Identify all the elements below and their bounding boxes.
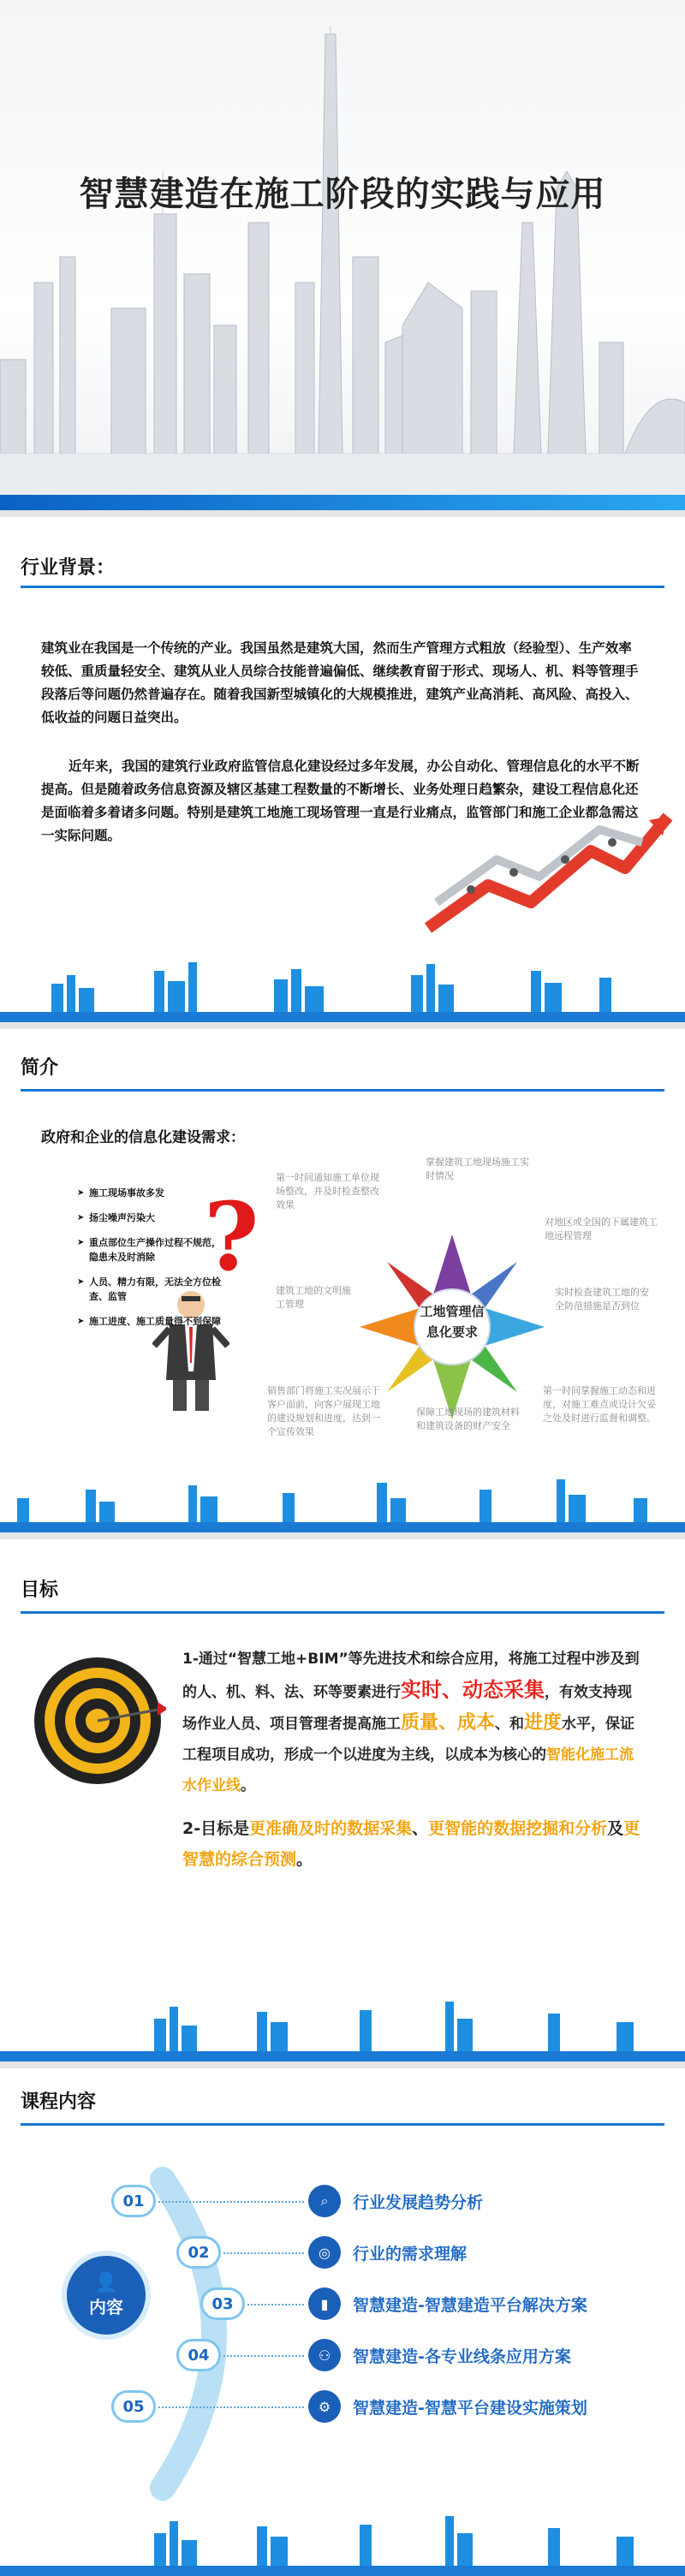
city-skyline-illustration <box>0 0 685 510</box>
list-item: ➤ 人员、精力有限，无法全方位检查、监管 <box>77 1275 223 1304</box>
section-underline <box>21 586 664 588</box>
course-item[interactable] <box>308 2235 467 2270</box>
cover-title: 智慧建造在施工阶段的实践与应用 <box>79 175 606 214</box>
course-item[interactable] <box>308 2389 587 2424</box>
slide-divider <box>0 2061 685 2068</box>
course-item-label: 智慧建造-智慧平台建设实施策划 <box>353 2398 587 2418</box>
needs-list <box>77 1186 223 1339</box>
section-heading: 简介 <box>21 1057 59 1079</box>
goal-paragraph-2: 2-目标是更准确及时的数据采集、更智能的数据挖掘和分析及更智慧的综合预测。 <box>182 1819 640 1869</box>
course-item-label: 智慧建造-智慧建造平台解决方案 <box>353 2295 587 2315</box>
highlight-text: 智能化施工流水作业线 <box>182 1746 634 1794</box>
section-heading: 课程内容 <box>21 2091 97 2113</box>
center-requirement-label: 工地管理信息化要求 <box>420 1304 485 1340</box>
step-number: 05 <box>111 2390 156 2423</box>
target-icon: ◎ <box>308 2236 341 2269</box>
course-item-label: 行业发展趋势分析 <box>353 2192 484 2212</box>
section-heading: 行业背景： <box>21 557 116 579</box>
course-item-label: 智慧建造-各专业线条应用方案 <box>353 2347 571 2366</box>
step-number: 02 <box>176 2236 221 2269</box>
connector-line <box>223 2252 304 2254</box>
highlight-text: 更智能的数据挖掘和分析 <box>428 1819 608 1838</box>
list-item: ➤ 扬尘噪声污染大 <box>77 1211 223 1225</box>
bar-chart-icon: ▮ <box>308 2287 341 2320</box>
cover-slide <box>0 0 685 510</box>
petal-label: 对地区或全国的下属建筑工地远程管理 <box>545 1217 658 1241</box>
background-paragraph-2: 近年来，我国的建筑行业政府监管信息化建设经过多年发展，办公自动化、管理信息化的水平不断提高。但是随着政务信息资源及辖区基建工程数量的不断增长、业务处理日趋繁杂，建设工程信息化还是面临着多着诸多问题。特别是建筑工地施工现场管理一直是行业痛点，监管部门和施工企业都急需这一实际问题。 <box>41 759 640 843</box>
step-number: 03 <box>200 2287 245 2320</box>
background-paragraph-1: 建筑业在我国是一个传统的产业。我国虽然是建筑大国，然而生产管理方式粗放（经验型）、生产效率较低、重质量轻安全、建筑从业人员综合技能普遍偏低、继续教育留于形式、现场人、机、料等管理手段落后等问题仍然普遍存在。随着我国新型城镇化的大规模推进，建筑产业高消耗、高风险、高投入、低收益的问题日益突出。 <box>41 640 639 725</box>
highlight-text: 更准确及时的数据采集 <box>249 1819 413 1838</box>
question-mark-icon: ? <box>204 1181 259 1292</box>
petal-label: 建筑工地的文明施工管理 <box>276 1285 351 1310</box>
goal-slide <box>0 1539 685 2061</box>
growth-arrow-illustration <box>420 808 676 937</box>
section-underline <box>21 2123 664 2126</box>
section-underline <box>21 1611 664 1614</box>
petal-label: 销售部门将施工实况展示于客户面前，向客户展现工地的建设规划和进度，达到一个宣传效果 <box>267 1385 380 1437</box>
search-icon: ⌕ <box>308 2185 341 2217</box>
dartboard-target-icon <box>29 1652 166 1789</box>
connector-line <box>158 2201 304 2203</box>
section-underline <box>21 1089 664 1092</box>
cover-bottom-bar <box>0 495 685 510</box>
highlight-text: 进度 <box>524 1712 563 1734</box>
course-item[interactable] <box>308 2184 483 2218</box>
list-item: ➤ 重点部位生产操作过程不规范，隐患未及时消除 <box>77 1235 223 1264</box>
slide-divider <box>0 510 685 517</box>
connector-line <box>223 2355 304 2357</box>
list-item: ➤ 施工进度、施工质量得不到保障 <box>77 1314 223 1329</box>
blue-skyline-footer <box>0 2499 685 2576</box>
connector-line <box>247 2304 304 2305</box>
highlight-text: 质量、成本 <box>401 1712 496 1734</box>
course-item[interactable] <box>308 2338 571 2372</box>
course-item-label: 行业的需求理解 <box>353 2244 468 2264</box>
person-icon: 👤 <box>94 2272 118 2293</box>
goal-paragraph-1: 1-通过“智慧工地+BIM”等先进技术和综合应用，将施工过程中涉及到的人、机、料、法、环等要素进行实时、动态采集，有效支持现场作业人员、项目管理者提高施工质量、成本、和进度水平，保证工程项目成功，形成一个以进度为主线，以成本为核心的智能化施工流水作业线。 <box>182 1651 640 1794</box>
intro-slide <box>0 1029 685 1532</box>
section-heading: 目标 <box>21 1580 59 1601</box>
highlight-text: 实时、动态采集 <box>401 1678 545 1702</box>
petal-label: 第一时间掌握施工动态和进度，对施工难点或设计欠妥之处及时进行监督和调整。 <box>543 1385 656 1424</box>
step-number: 01 <box>111 2185 156 2217</box>
blue-skyline-footer <box>0 945 685 1022</box>
course-item[interactable] <box>308 2287 587 2321</box>
gear-icon: ⚙ <box>308 2390 341 2423</box>
connector-line <box>158 2406 304 2408</box>
highlight-text: 更智慧的综合预测 <box>182 1819 640 1869</box>
intro-subheading: 政府和企业的信息化建设需求： <box>41 1129 245 1146</box>
slide-divider <box>0 1532 685 1539</box>
blue-skyline-footer <box>0 1984 685 2061</box>
team-icon: ⚇ <box>308 2339 341 2371</box>
list-item: ➤ 施工现场事故多发 <box>77 1186 223 1200</box>
petal-label: 实时检查建筑工地的安全防范措施是否到位 <box>555 1287 649 1312</box>
course-center-badge: 👤 内容 <box>62 2251 151 2340</box>
petal-label: 第一时间通知施工单位现场整改，并及时检查整改效果 <box>276 1172 379 1211</box>
background-slide <box>0 517 685 1022</box>
petal-label: 掌握建筑工地现场施工实时情况 <box>426 1157 529 1181</box>
blue-skyline-footer <box>0 1464 685 1532</box>
step-number: 04 <box>176 2339 221 2371</box>
petal-label: 保障工地现场的建筑材料和建筑设备的财产安全 <box>416 1407 520 1431</box>
course-slide <box>0 2068 685 2576</box>
slide-divider <box>0 1022 685 1029</box>
